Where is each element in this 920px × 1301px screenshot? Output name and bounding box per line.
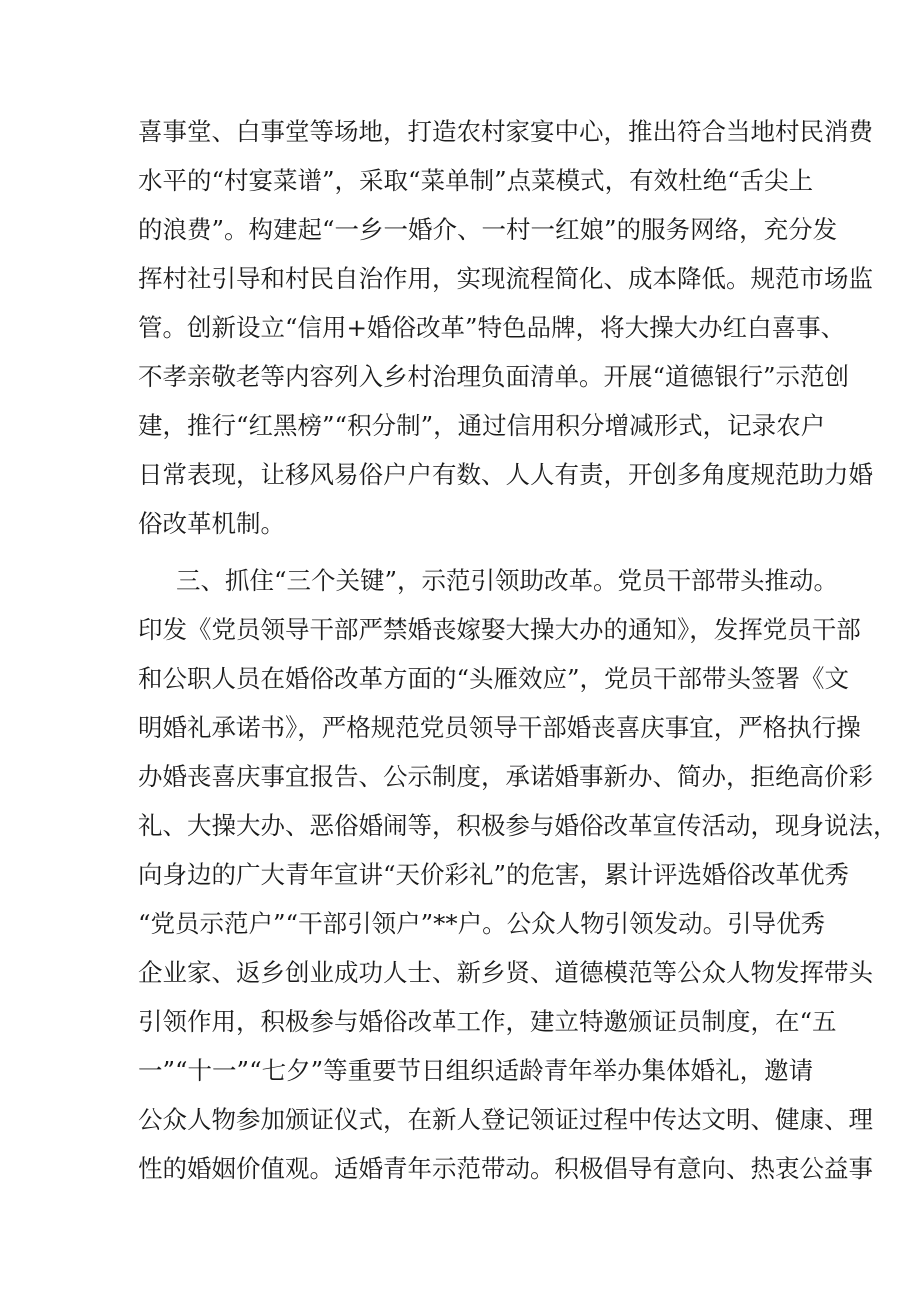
text-line: 水平的“村宴菜谱”，采取“菜单制”点菜模式，有效杜绝“舌尖上 [138, 166, 814, 195]
text-line: 俗改革机制。 [138, 509, 285, 538]
text-line: 性的婚姻价值观。适婚青年示范带动。积极倡导有意向、热衷公益事 [138, 1154, 873, 1183]
text-line: 建，推行“红黑榜”“积分制”，通过信用积分增减形式，记录农户 [138, 411, 826, 440]
text-line: 企业家、返乡创业成功人士、新乡贤、道德模范等公众人物发挥带头 [138, 958, 873, 987]
text-line: 向身边的广大青年宣讲“天价彩礼”的危害，累计评选婚俗改革优秀 [138, 860, 850, 889]
text-line: 日常表现，让移风易俗户户有数、人人有责，开创多角度规范助力婚 [138, 460, 873, 489]
text-line: 挥村社引导和村民自治作用，实现流程简化、成本降低。规范市场监 [138, 264, 873, 293]
text-line: 引领作用，积极参与婚俗改革工作，建立特邀颁证员制度，在“五 [138, 1007, 837, 1036]
text-line: 喜事堂、白事堂等场地，打造农村家宴中心，推出符合当地村民消费 [138, 117, 873, 146]
text-line: 印发《党员领导干部严禁婚丧嫁娶大操大办的通知》，发挥党员干部 [138, 615, 861, 644]
text-line: 明婚礼承诺书》，严格规范党员领导干部婚丧喜庆事宜，严格执行操 [138, 713, 861, 742]
text-line: 礼、大操大办、恶俗婚闹等，积极参与婚俗改革宣传活动，现身说法， [138, 811, 898, 840]
text-line: 不孝亲敬老等内容列入乡村治理负面清单。开展“道德银行”示范创 [138, 362, 850, 391]
text-line: 公众人物参加颁证仪式，在新人登记领证过程中传达文明、健康、理 [138, 1105, 873, 1134]
text-line: 管。创新设立“信用+婚俗改革”特色品牌，将大操大办红白喜事、 [138, 313, 846, 342]
text-line: “党员示范户”“干部引领户”**户。公众人物引领发动。引导优秀 [138, 909, 826, 938]
text-line: 办婚丧喜庆事宜报告、公示制度，承诺婚事新办、简办，拒绝高价彩 [138, 762, 873, 791]
paragraph-heading-line: 三、抓住“三个关键”，示范引领助改革。党员干部带头推动。 [176, 566, 839, 595]
text-line: 的浪费”。构建起“一乡一婚介、一村一红娘”的服务网络，充分发 [138, 215, 838, 244]
text-line: 和公职人员在婚俗改革方面的“头雁效应”，党员干部带头签署《文 [138, 664, 850, 693]
text-line: 一”“十一”“七夕”等重要节日组织适龄青年举办集体婚礼，邀请 [138, 1056, 814, 1085]
